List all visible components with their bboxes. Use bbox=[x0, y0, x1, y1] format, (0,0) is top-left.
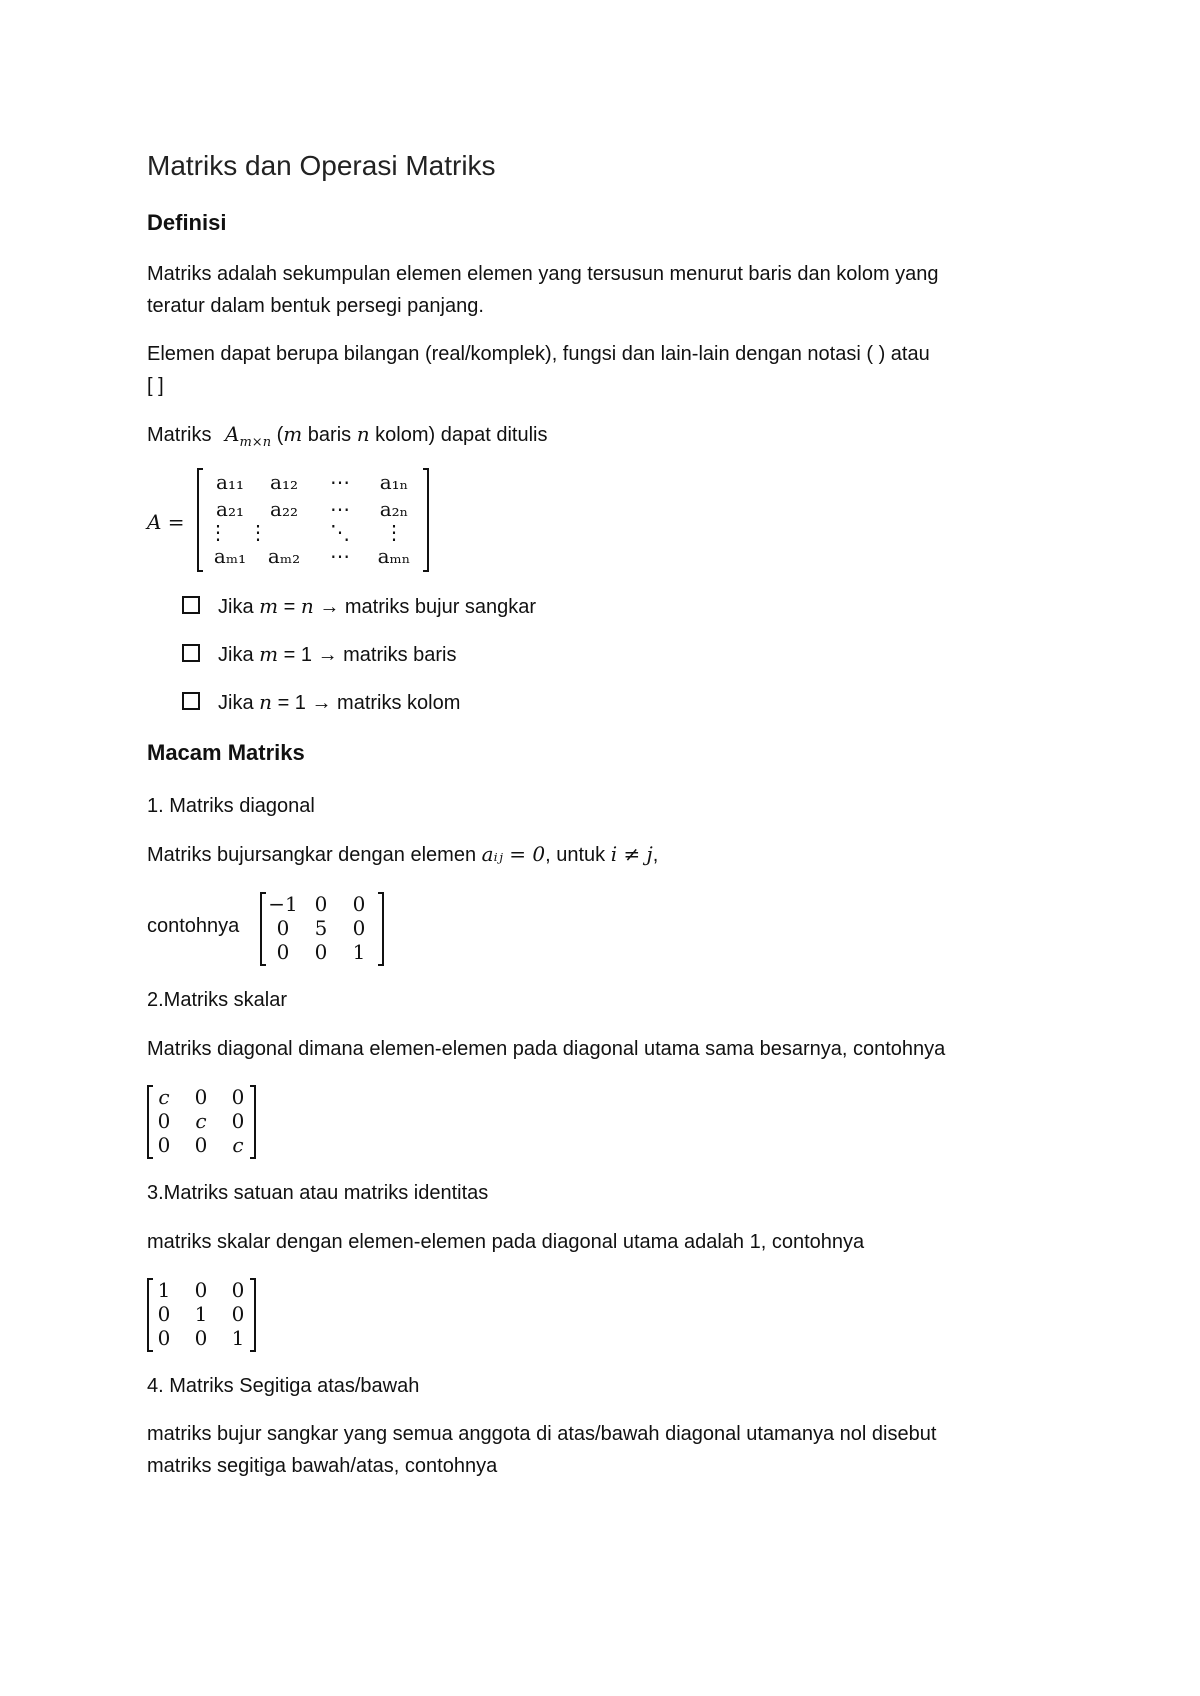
diagonal-example-label: contohnya bbox=[147, 915, 240, 937]
section-heading-macam: Macam Matriks bbox=[147, 740, 305, 765]
matrix-cell: a₁₁ bbox=[216, 470, 244, 494]
diagonal-matrix: −1 0 0 0 5 0 0 0 1 bbox=[260, 892, 384, 966]
segitiga-description-line-2: matriks segitiga bawah/atas, contohnya bbox=[147, 1455, 498, 1477]
general-matrix-label: A = bbox=[147, 510, 185, 534]
checkbox-bullet-icon bbox=[182, 644, 200, 662]
matrix-cell: ⋮ bbox=[208, 520, 228, 544]
notation-subscript: m×n bbox=[239, 435, 272, 450]
definisi-paragraph-line-1: Matriks adalah sekumpulan elemen elemen yang tersusun menurut baris dan kolom yang bbox=[147, 263, 939, 285]
diagonal-title: 1. Matriks diagonal bbox=[147, 795, 315, 817]
matrix-cell: a₂₁ bbox=[216, 497, 244, 521]
identitas-title: 3.Matriks satuan atau matriks identitas bbox=[147, 1182, 489, 1204]
notation-n: n bbox=[356, 422, 370, 446]
matrix-cell: ⋯ bbox=[330, 497, 350, 521]
matrix-cell: a₁₂ bbox=[270, 470, 298, 494]
notation-symbol: A bbox=[225, 422, 240, 446]
checkbox-bullet-icon bbox=[182, 596, 200, 614]
identitas-matrix: 1 0 0 0 1 0 0 0 1 bbox=[147, 1278, 256, 1352]
bullet-item: Jika n = 1 → matriks kolom bbox=[182, 688, 460, 717]
skalar-matrix: c 0 0 0 c 0 0 0 c bbox=[147, 1085, 256, 1159]
matrix-cell: ⋱ bbox=[330, 520, 350, 544]
segitiga-description-line-1: matriks bujur sangkar yang semua anggota di atas/bawah diagonal utamanya nol disebut bbox=[147, 1423, 937, 1445]
skalar-title: 2.Matriks skalar bbox=[147, 989, 288, 1011]
matrix-notation-line bbox=[147, 418, 1067, 459]
matrix-cell: ⋯ bbox=[330, 470, 350, 494]
matrix-cell: ⋮ bbox=[384, 520, 404, 544]
notation-paragraph-line-2: [ ] bbox=[147, 375, 164, 397]
notation-suffix: kolom) dapat ditulis bbox=[369, 424, 548, 446]
skalar-description: Matriks diagonal dimana elemen-elemen pada diagonal utama sama besarnya, contohnya bbox=[147, 1038, 946, 1060]
checkbox-bullet-icon bbox=[182, 692, 200, 710]
diagonal-description: Matriks bujursangkar dengan elemen aᵢⱼ = 0, untuk i ≠ j, bbox=[147, 842, 659, 866]
notation-mid: baris bbox=[302, 424, 357, 446]
matrix-cell: ⋮ bbox=[248, 520, 268, 544]
segitiga-title: 4. Matriks Segitiga atas/bawah bbox=[147, 1375, 420, 1397]
matrix-cell: aₘ₂ bbox=[267, 544, 301, 568]
notation-open: ( bbox=[271, 424, 284, 446]
page-title: Matriks dan Operasi Matriks bbox=[147, 150, 496, 181]
section-heading-definisi: Definisi bbox=[147, 210, 227, 235]
matrix-cell: a₁ₙ bbox=[379, 470, 409, 494]
notation-m: m bbox=[283, 422, 303, 446]
bullet-item: Jika m = 1 → matriks baris bbox=[182, 640, 456, 669]
matrix-cell: aₘₙ bbox=[377, 544, 411, 568]
matrix-cell: aₘ₁ bbox=[213, 544, 247, 568]
matrix-cell: a₂ₙ bbox=[379, 497, 409, 521]
definisi-paragraph-line-2: teratur dalam bentuk persegi panjang. bbox=[147, 295, 484, 317]
matrix-cell: a₂₂ bbox=[270, 497, 298, 521]
notation-paragraph-line-1: Elemen dapat berupa bilangan (real/komplek), fungsi dan lain-lain dengan notasi ( ) atau bbox=[147, 343, 930, 365]
notation-prefix: Matriks bbox=[147, 424, 212, 446]
bullet-item: Jika m = n → matriks bujur sangkar bbox=[182, 592, 536, 621]
matrix-cell: ⋯ bbox=[330, 544, 350, 568]
identitas-description: matriks skalar dengan elemen-elemen pada diagonal utama adalah 1, contohnya bbox=[147, 1231, 865, 1253]
general-matrix bbox=[197, 468, 429, 572]
